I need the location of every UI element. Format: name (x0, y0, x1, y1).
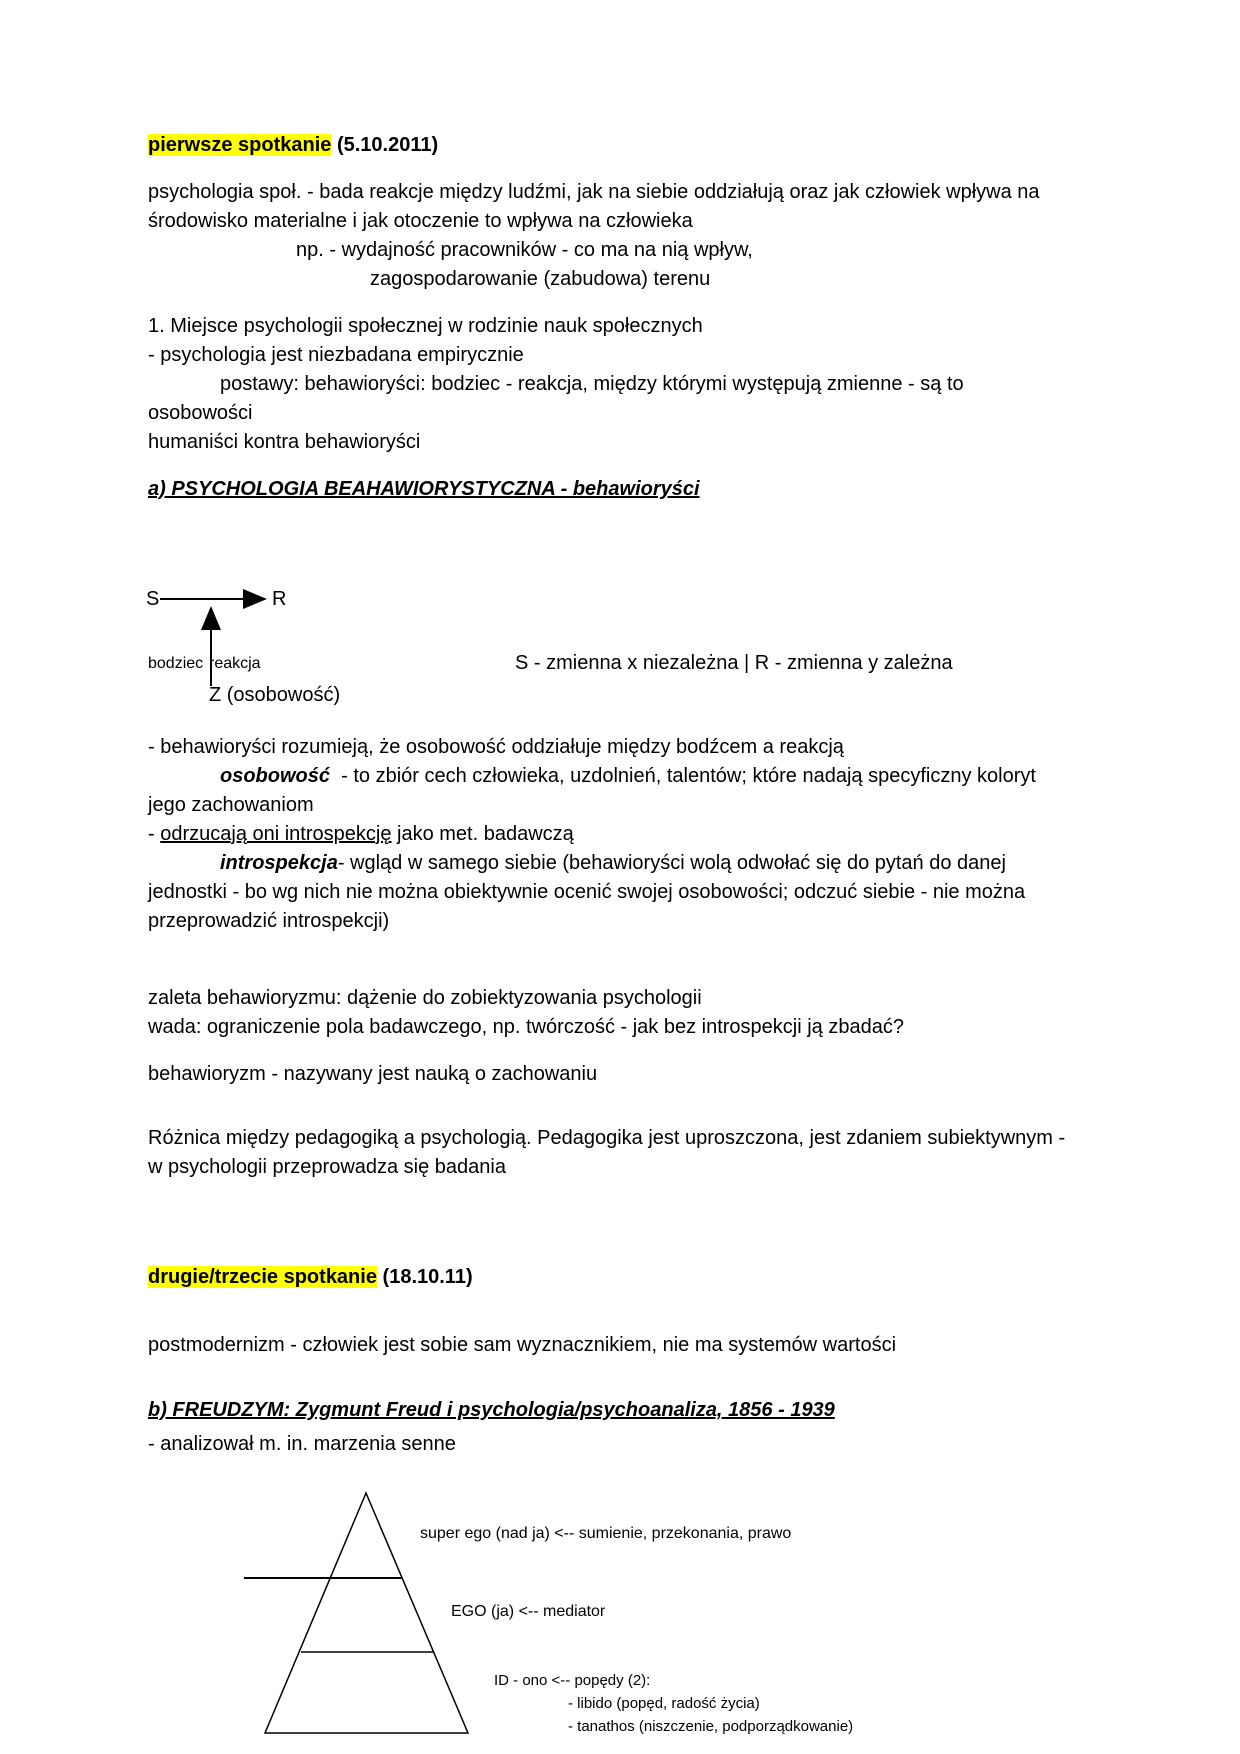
underlined-introspection-rejection: odrzucają oni introspekcję (160, 823, 392, 845)
pyramid-ego-label: EGO (ja) <-- mediator (451, 1603, 606, 1620)
point-1-line-c: osobowości (148, 402, 253, 424)
heading-freudism: b) FREUDZYM: Zygmunt Freud i psychologia/psychoanaliza, 1856 - 1939 (148, 1399, 835, 1421)
point-1-line-b: postawy: behawioryści: bodziec - reakcja, między którymi występują zmienne - są to (220, 373, 964, 395)
behaviorism-line-3: jego zachowaniom (148, 794, 314, 816)
diagram-s-label: S (146, 588, 160, 610)
advantage-line: zaleta behawioryzmu: dążenie do zobiektyzowania psychologii (148, 987, 702, 1009)
section-1-title: pierwsze spotkanie (148, 134, 332, 156)
diagram-r-label: R (272, 588, 287, 610)
point-1-line-a: - psychologia jest niezbadana empirycznie (148, 344, 524, 366)
behaviorism-line-1: - behawioryści rozumieją, że osobowość oddziałuje między bodźcem a reakcją (148, 736, 844, 758)
section-2-title: drugie/trzecie spotkanie (148, 1266, 377, 1288)
behaviorism-line-2 (220, 764, 1036, 788)
pyramid-libido-label: - libido (popęd, radość życia) (568, 1695, 760, 1712)
definition-line-1: psychologia społ. - bada reakcje między ludźmi, jak na siebie oddziałują oraz jak człowiek wpływa na (148, 181, 1040, 203)
pyramid-tanathos-label: - tanathos (niszczenie, podporządkowanie) (568, 1718, 854, 1735)
section-2-heading (148, 1265, 473, 1289)
term-osobowosc: osobowość (220, 765, 331, 787)
behaviorism-line-5 (220, 851, 1006, 875)
behaviorism-line-6: jednostki - bo wg nich nie można obiektywnie ocenić swojej osobowości; odczuć siebie - nie można (148, 881, 1026, 903)
example-line-2: zagospodarowanie (zabudowa) terenu (370, 268, 711, 290)
term-introspekcja: introspekcja (220, 852, 338, 874)
disadvantage-line: wada: ograniczenie pola badawczego, np. twórczość - jak bez introspekcji ją zbadać? (148, 1016, 904, 1038)
dreams-line: - analizował m. in. marzenia senne (148, 1433, 456, 1455)
behaviorism-definition: behawioryzm - nazywany jest nauką o zachowaniu (148, 1063, 598, 1085)
definition-osobowosc: - to zbiór cech człowieka, uzdolnień, talentów; które nadają specyficzny koloryt (330, 765, 1036, 787)
diagram-legend: S - zmienna x niezależna | R - zmienna y zależna (515, 652, 953, 674)
definition-introspekcja: - wgląd w samego siebie (behawioryści wolą odwołać się do pytań do danej (337, 852, 1006, 874)
pyramid-superego-label: super ego (nad ja) <-- sumienie, przekonania, prawo (420, 1525, 792, 1542)
section-1-heading (148, 133, 438, 157)
section-1-date: (5.10.2011) (336, 134, 439, 156)
section-2-date: (18.10.11) (382, 1266, 473, 1288)
difference-line-2: w psychologii przeprowadza się badania (148, 1156, 506, 1178)
pyramid-id-label: ID - ono <-- popędy (2): (494, 1672, 651, 1689)
postmodernism-line: postmodernizm - człowiek jest sobie sam wyznacznikiem, nie ma systemów wartości (148, 1334, 897, 1356)
point-1-line-d: humaniści kontra behawioryści (148, 431, 421, 453)
heading-behaviorism: a) PSYCHOLOGIA BEAHAWIORYSTYCZNA - behawioryści (148, 478, 700, 500)
difference-line-1: Różnica między pedagogiką a psychologią. Pedagogika jest uproszczona, jest zdaniem subiektywnym - (148, 1127, 1066, 1149)
diagram-z-label: Z (osobowość) (209, 684, 341, 706)
behaviorism-line-4: - odrzucają oni introspekcję jako met. badawczą (148, 823, 574, 845)
point-1-heading: 1. Miejsce psychologii społecznej w rodzinie nauk społecznych (148, 315, 703, 337)
behaviorism-line-7: przeprowadzić introspekcji) (148, 910, 390, 932)
definition-line-2: środowisko materialne i jak otoczenie to wpływa na człowieka (148, 210, 693, 232)
example-line-1: np. - wydajność pracowników - co ma na nią wpływ, (296, 239, 753, 261)
diagram-reakcja-label: reakcja (209, 655, 261, 672)
diagram-bodziec-label: bodziec (148, 655, 204, 672)
